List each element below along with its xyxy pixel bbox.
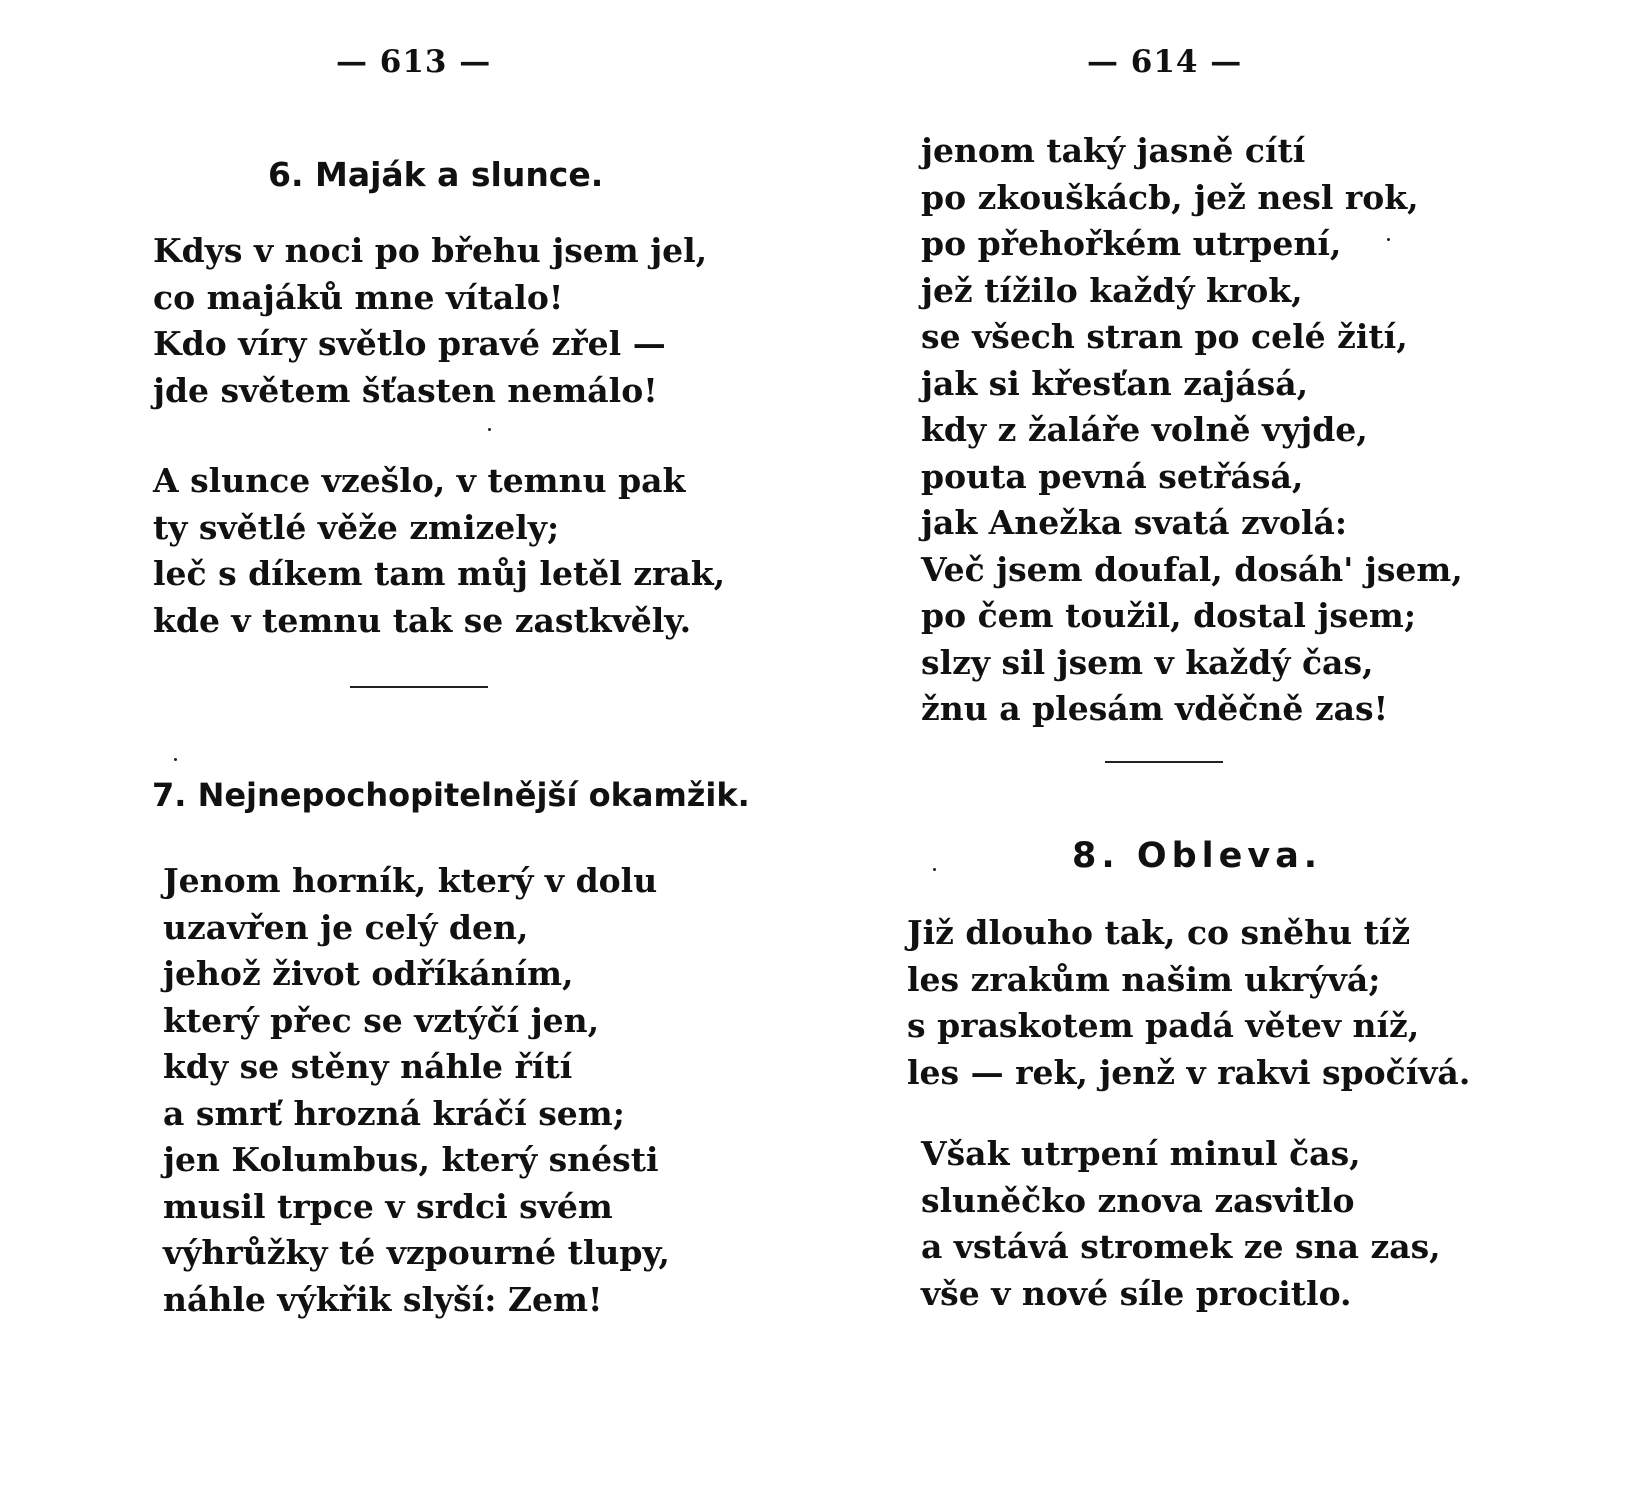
- poem-line: Več jsem doufal, dosáh' jsem,: [921, 549, 1463, 589]
- poem-line: kdy se stěny náhle řítí: [163, 1047, 573, 1086]
- poem-line: náhle výkřik slyší: Zem!: [163, 1279, 603, 1319]
- poem-line: kde v temnu tak se zastkvěly.: [153, 600, 692, 640]
- poem-8-stanza-1: [907, 910, 1470, 1096]
- poem-line: jež tížilo každý krok,: [921, 270, 1303, 310]
- poem-line: Kdo víry světlo pravé zřel —: [153, 324, 666, 363]
- poem-line: slzy sil jsem v každý čas,: [921, 642, 1374, 682]
- poem-line: jehož život odříkáním,: [163, 954, 574, 993]
- poem-line: les zrakům našim ukrývá;: [907, 959, 1381, 999]
- poem-line: Však utrpení minul čas,: [921, 1134, 1361, 1173]
- poem-8-title: 8. Obleva.: [1072, 836, 1323, 876]
- poem-line: Jenom horník, který v dolu: [163, 861, 658, 900]
- print-speck: [488, 428, 491, 431]
- poem-7-continuation: [921, 128, 1463, 733]
- poem-line: leč s díkem tam můj letěl zrak,: [153, 554, 726, 593]
- poem-line: Kdys v noci po břehu jsem jel,: [153, 231, 708, 270]
- poem-line: sluněčko znova zasvitlo: [921, 1180, 1355, 1220]
- poem-line: s praskotem padá větev níž,: [907, 1006, 1420, 1045]
- print-speck: [174, 758, 177, 761]
- poem-line: kdy z žaláře volně vyjde,: [921, 410, 1368, 449]
- poem-line: a vstává stromek ze sna zas,: [921, 1227, 1441, 1266]
- poem-line: po přehořkém utrpení,: [921, 224, 1342, 263]
- poem-line: Již dlouho tak, co sněhu tíž: [907, 913, 1411, 952]
- print-speck: [933, 868, 936, 871]
- poem-line: výhrůžky té vzpourné tlupy,: [163, 1233, 670, 1272]
- poem-7-body: [163, 858, 670, 1323]
- section-divider: [350, 686, 488, 688]
- poem-line: co majáků mne vítalo!: [153, 277, 564, 317]
- poem-line: pouta pevná setřásá,: [921, 456, 1304, 496]
- poem-line: jde světem šťasten nemálo!: [153, 370, 658, 410]
- poem-line: A slunce vzešlo, v temnu pak: [153, 461, 686, 500]
- poem-line: po čem toužil, dostal jsem;: [921, 596, 1417, 635]
- print-speck: [1387, 238, 1390, 241]
- poem-line: jak Anežka svatá zvolá:: [921, 503, 1348, 542]
- poem-line: musil trpce v srdci svém: [163, 1186, 613, 1226]
- poem-line: ty světlé věže zmizely;: [153, 507, 560, 547]
- poem-line: po zkouškácb, jež nesl rok,: [921, 177, 1419, 217]
- right-page: [823, 0, 1646, 1500]
- poem-line: a smrť hrozná kráčí sem;: [163, 1093, 625, 1133]
- poem-line: se všech stran po celé žití,: [921, 317, 1408, 356]
- poem-6-stanza-1: [153, 228, 707, 414]
- poem-line: jenom taký jasně cítí: [921, 131, 1306, 170]
- poem-line: les — rek, jenž v rakvi spočívá.: [907, 1052, 1471, 1092]
- poem-8-stanza-2: [921, 1131, 1441, 1317]
- poem-6-stanza-2: [153, 458, 725, 644]
- poem-line: jak si křesťan zajásá,: [921, 363, 1309, 403]
- poem-6-title: 6. Maják a slunce.: [268, 155, 604, 194]
- page-number-614: — 614 —: [1087, 44, 1243, 80]
- page-number-613: — 613 —: [336, 44, 492, 80]
- poem-line: který přec se vztýčí jen,: [163, 1000, 600, 1040]
- poem-line: vše v nové síle procitlo.: [921, 1273, 1352, 1313]
- poem-line: žnu a plesám vděčně zas!: [921, 689, 1389, 728]
- poem-7-title: 7. Nejnepochopitelnější okamžik.: [152, 776, 750, 814]
- poem-line: uzavřen je celý den,: [163, 907, 529, 947]
- section-divider: [1105, 761, 1223, 763]
- poem-line: jen Kolumbus, který snésti: [163, 1140, 659, 1179]
